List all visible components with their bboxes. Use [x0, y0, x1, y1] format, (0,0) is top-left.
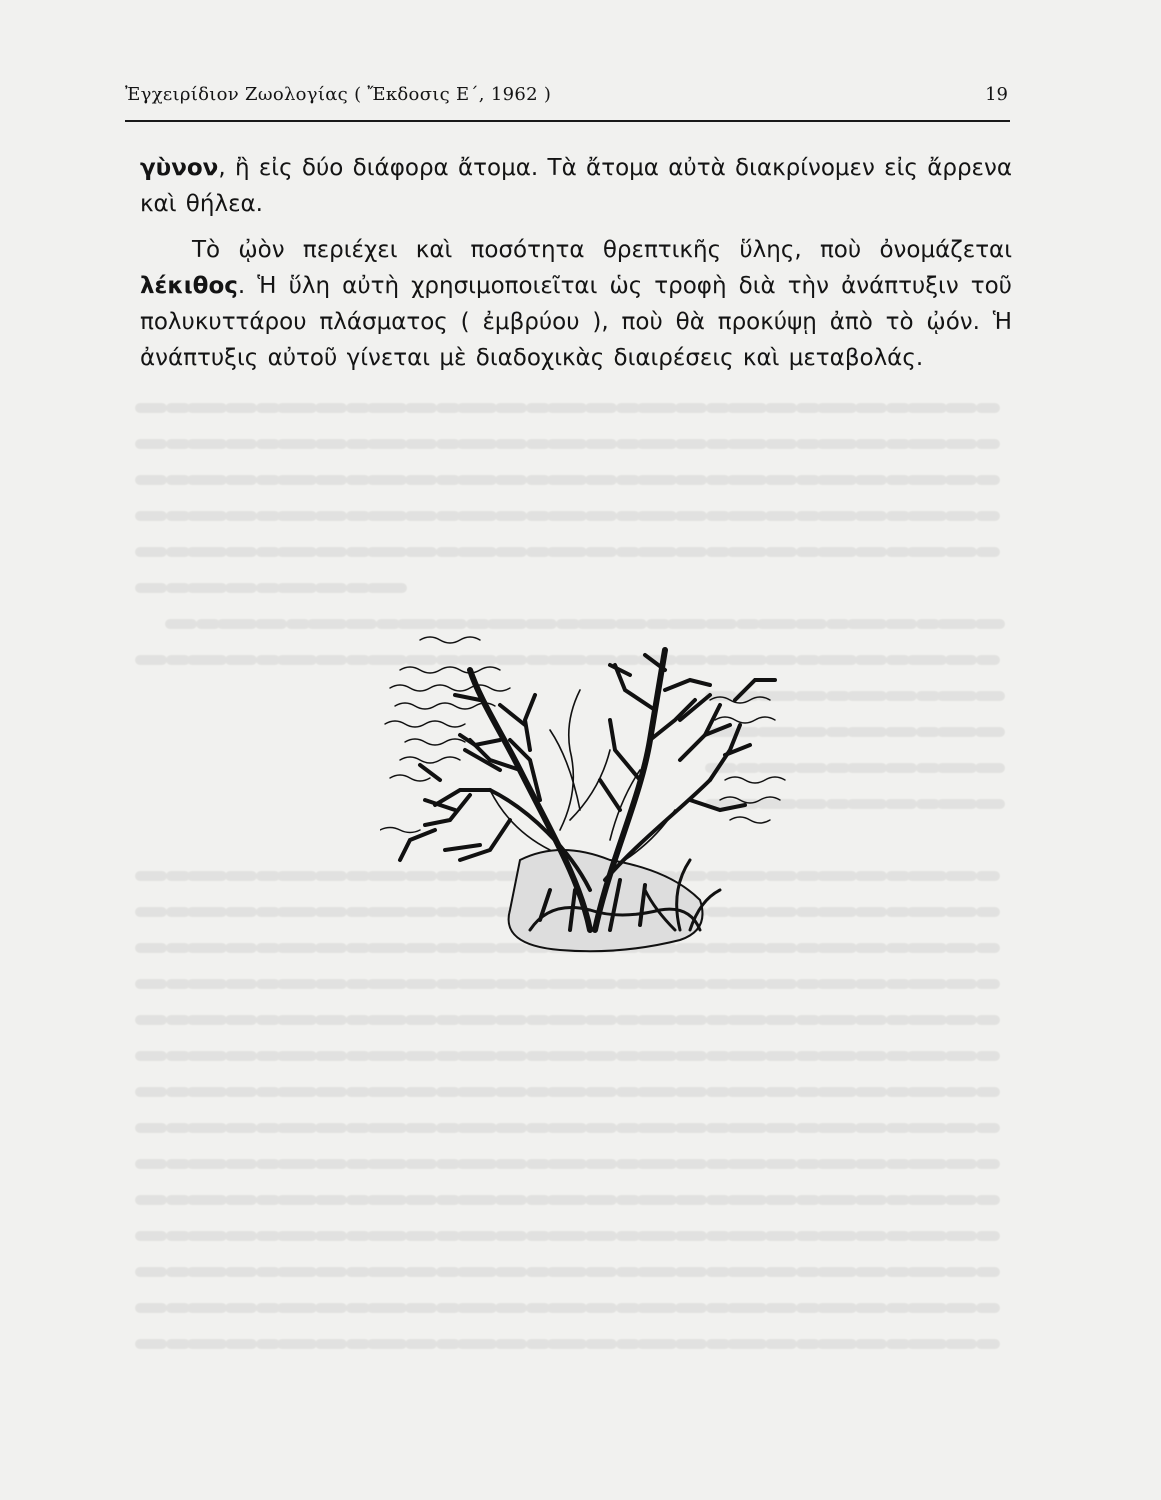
paragraph-1: [140, 150, 1012, 222]
header-rule: [125, 120, 1010, 122]
header-title: Ἐγχειρίδιον Ζωολογίας ( Ἔκδοσις Ε΄, 1962 ): [125, 84, 552, 105]
paragraph-2-text-b: . Ἡ ὕλη αὐτὴ χρησιμοποιεῖται ὡς τροφὴ διὰ τὴν ἀνάπτυξιν τοῦ πολυκυττάρου πλάσματος ( ἐμβρύου ), ποὺ θὰ προκύψῃ ἀπὸ τὸ ᾠόν. Ἡ ἀνάπτυξις αὐτοῦ γίνεται μὲ διαδοχικὰς διαιρέσεις καὶ μεταβολάς.: [140, 273, 1012, 371]
paragraph-1-text: , ἢ εἰς δύο διάφορα ἄτομα. Τὰ ἄτομα αὐτὰ διακρίνομεν εἰς ἄρρενα καὶ θήλεα.: [140, 155, 1012, 217]
paragraph-2-text-a: Τὸ ᾠὸν περιέχει καὶ ποσότητα θρεπτικῆς ὕλης, ποὺ ὀνομάζεται: [192, 237, 1012, 263]
paragraph-2: [140, 232, 1012, 376]
bold-word: γὺνον: [140, 155, 219, 181]
coral-illustration: [380, 630, 800, 960]
page-number: 19: [985, 84, 1008, 105]
body-text: [140, 150, 1012, 376]
running-header: [125, 84, 1010, 114]
term-lekithos: λέκιθος: [140, 273, 238, 299]
